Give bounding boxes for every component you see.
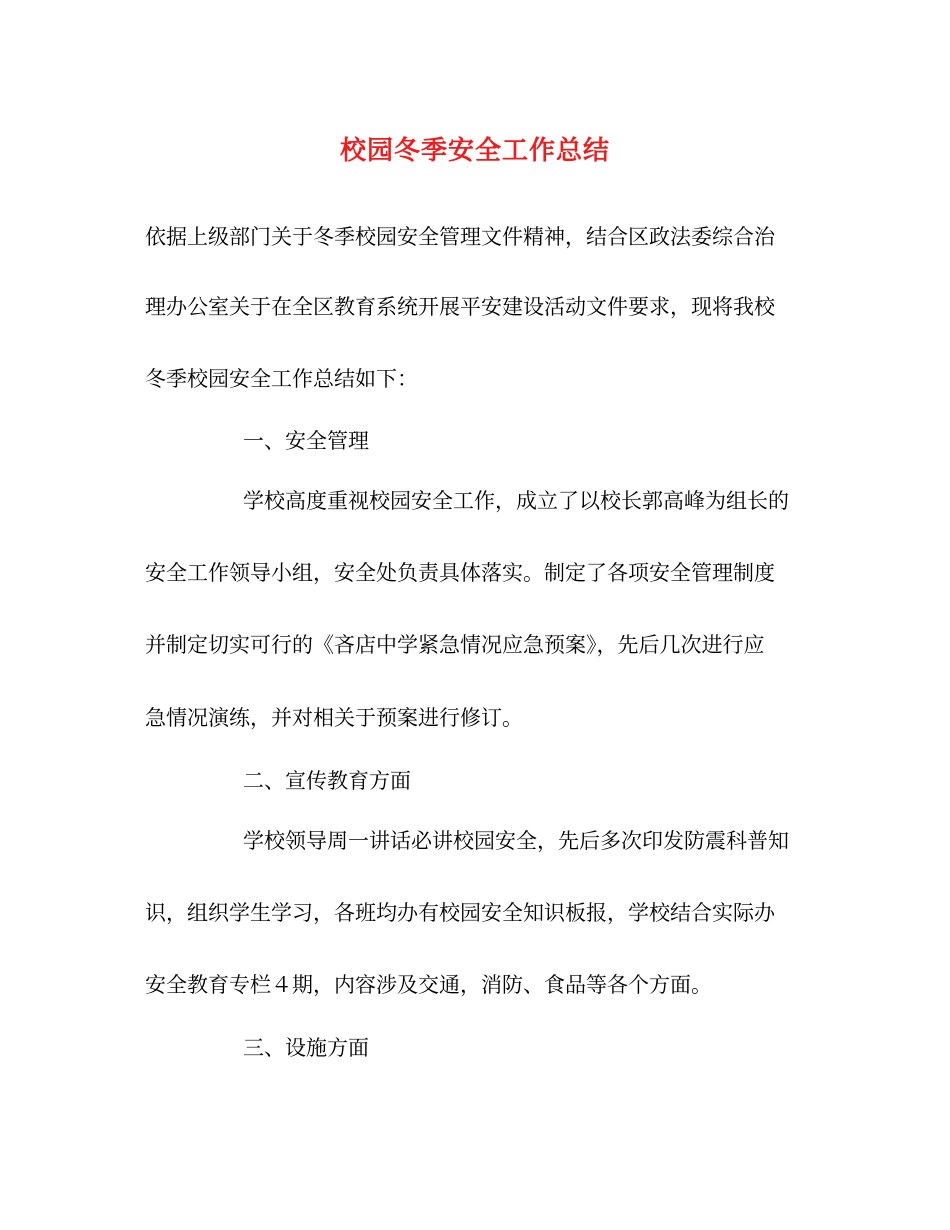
- body-line-1: 依据上级部门关于冬季校园安全管理文件精神，结合区政法委综合治: [145, 225, 775, 249]
- section-heading-3: 三、设施方面: [243, 1036, 369, 1060]
- body-line-6: 安全工作领导小组，安全处负责具体落实。制定了各项安全管理制度: [145, 561, 775, 585]
- section-heading-2: 二、宣传教育方面: [243, 769, 411, 793]
- section-heading-1: 一、安全管理: [243, 429, 369, 453]
- body-line-10: 学校领导周一讲话必讲校园安全，先后多次印发防震科普知: [243, 829, 789, 853]
- body-line-8: 急情况演练，并对相关于预案进行修订。: [145, 706, 523, 730]
- body-line-3: 冬季校园安全工作总结如下：: [145, 367, 418, 391]
- body-line-2: 理办公室关于在全区教育系统开展平安建设活动文件要求，现将我校: [145, 295, 775, 319]
- body-line-11: 识，组织学生学习，各班均办有校园安全知识板报，学校结合实际办: [145, 901, 775, 925]
- body-line-7: 并制定切实可行的《吝店中学紧急情况应急预案》，先后几次进行应: [145, 633, 765, 657]
- body-line-5: 学校高度重视校园安全工作，成立了以校长郭高峰为组长的: [243, 489, 789, 513]
- body-line-12: 安全教育专栏４期，内容涉及交通，消防、食品等各个方面。: [145, 973, 712, 997]
- document-title: 校园冬季安全工作总结: [339, 136, 610, 166]
